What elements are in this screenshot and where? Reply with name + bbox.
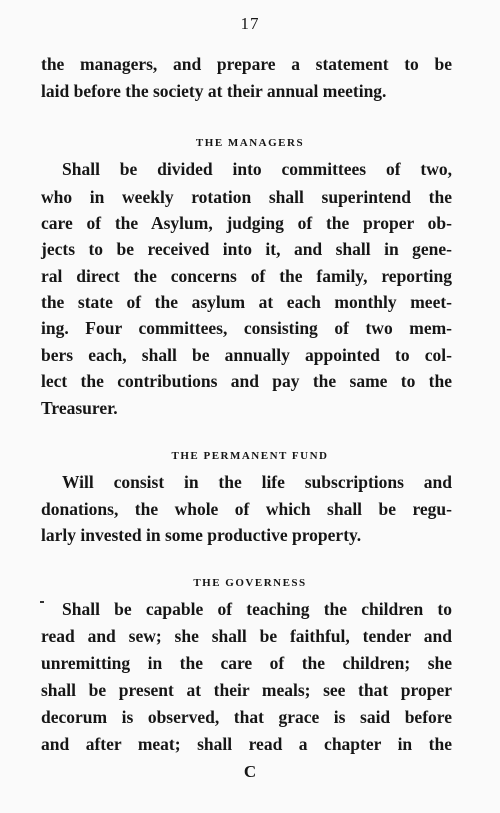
body-line: donations, the whole of which shall be regu-: [41, 499, 452, 519]
body-line: care of the Asylum, judging of the proper ob-: [41, 213, 452, 233]
body-line: decorum is observed, that grace is said before: [41, 707, 452, 727]
section-heading-managers: THE MANAGERS: [195, 137, 305, 149]
body-line: unremitting in the care of the children; she: [41, 653, 452, 673]
body-line: read and sew; she shall be faithful, tender and: [41, 626, 452, 646]
page-number: 17: [240, 14, 260, 33]
signature-mark: C: [243, 762, 257, 781]
body-line: bers each, shall be annually appointed to col-: [41, 345, 452, 365]
body-line: larly invested in some productive property.: [41, 525, 362, 545]
body-line: Treasurer.: [41, 398, 118, 418]
body-line: ral direct the concerns of the family, reporting: [41, 266, 452, 286]
body-line: and after meat; shall read a chapter in the: [41, 734, 452, 754]
stray-mark: [40, 601, 44, 603]
body-line: laid before the society at their annual meeting.: [41, 81, 387, 101]
section-heading-governess: THE GOVERNESS: [193, 577, 307, 589]
body-line: Will consist in the life subscriptions and: [62, 472, 452, 492]
body-line: ing. Four committees, consisting of two mem-: [41, 318, 452, 338]
body-line: the state of the asylum at each monthly meet-: [41, 292, 452, 312]
section-heading-permanent-fund: THE PERMANENT FUND: [171, 450, 329, 462]
body-line: jects to be received into it, and shall in gene-: [41, 239, 452, 259]
body-line: shall be present at their meals; see that proper: [41, 680, 452, 700]
body-line: Shall be divided into committees of two,: [62, 159, 452, 179]
body-line: who in weekly rotation shall superintend the: [41, 187, 452, 207]
body-line: Shall be capable of teaching the children to: [62, 599, 452, 619]
body-line: the managers, and prepare a statement to be: [41, 54, 452, 74]
body-line: lect the contributions and pay the same to the: [41, 371, 452, 391]
